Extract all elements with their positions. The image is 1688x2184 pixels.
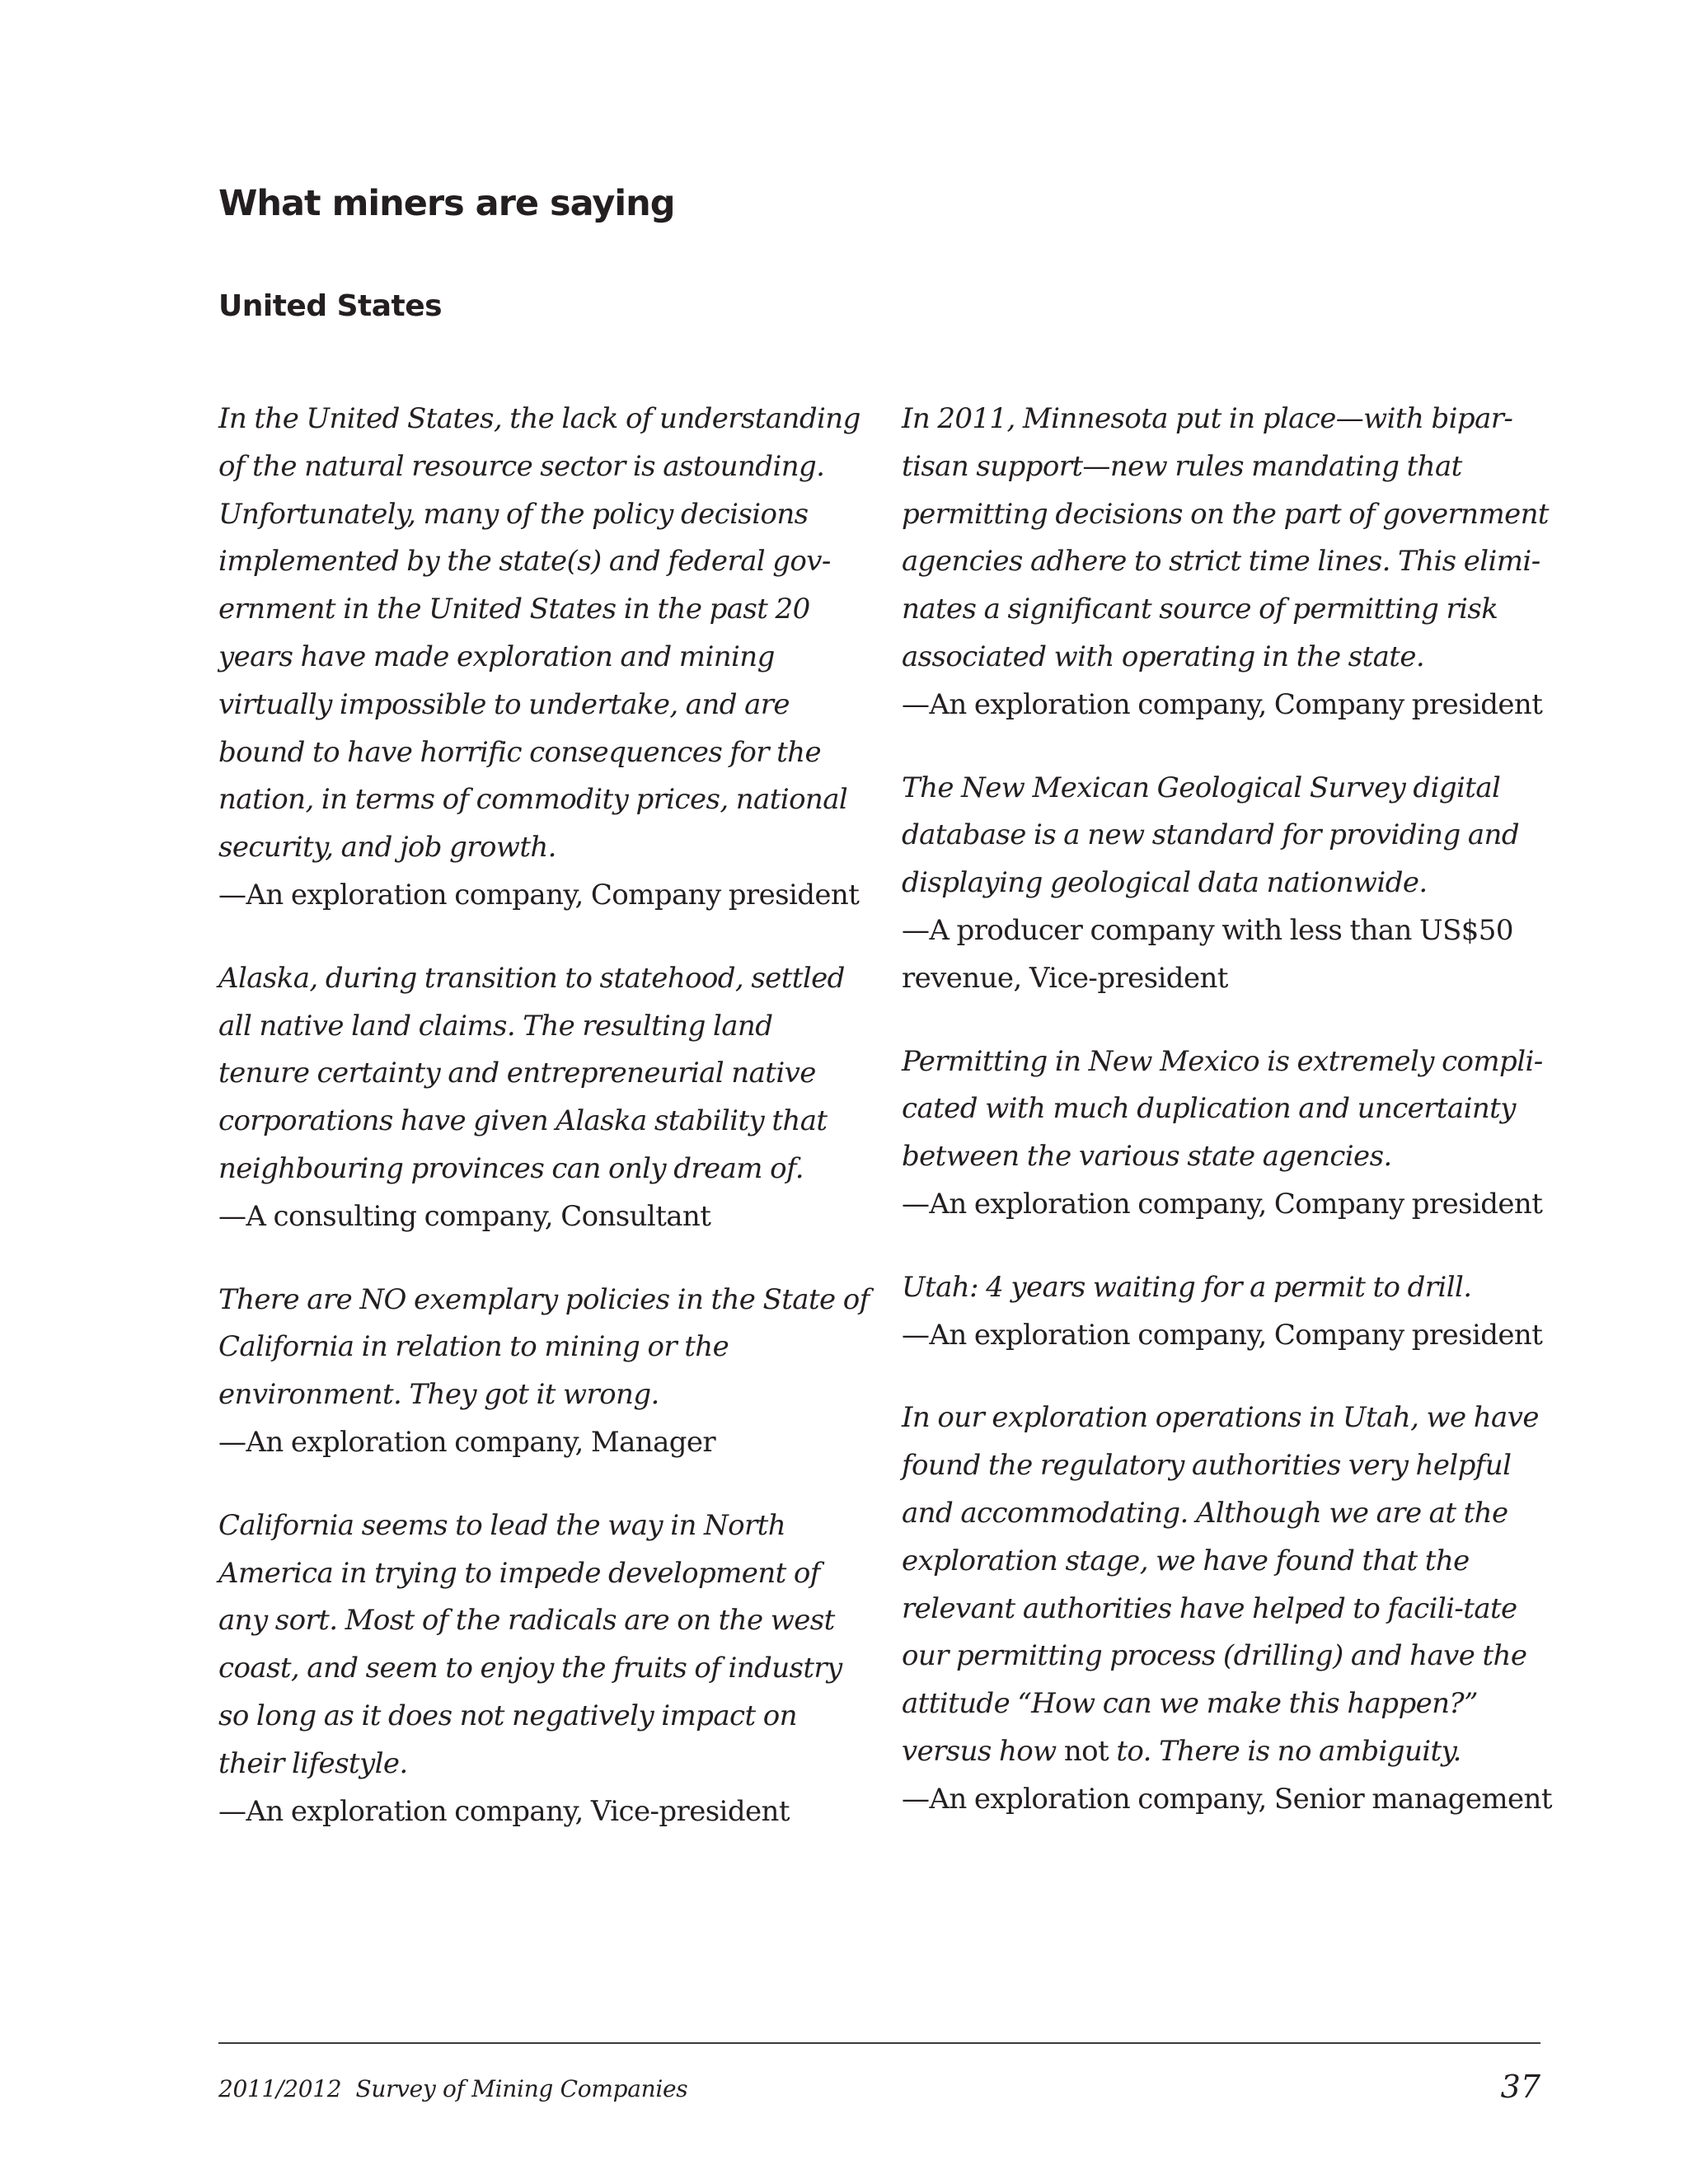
quote-attribution: —An exploration company, Senior management — [902, 1782, 1552, 1816]
left-column — [218, 396, 870, 1871]
quote-attribution: —An exploration company, Company president — [902, 1318, 1543, 1352]
quote-block — [218, 1277, 870, 1467]
quote-attribution: —A consulting company, Consultant — [218, 1199, 711, 1233]
right-column — [902, 396, 1553, 1859]
quote-text-upright: not — [1056, 1734, 1117, 1768]
quote-text: California seems to lead the way in North America in trying to impede development of any sort. Most of the radicals are on the west coast, and seem to enjoy the fruits of industry so long as it does not negatively impact on their lifestyle. — [218, 1508, 842, 1780]
page-number: 37 — [1500, 2069, 1540, 2105]
quote-block — [218, 955, 870, 1241]
section-heading-united-states: United States — [218, 289, 443, 323]
footer-publication: 2011/2012 Survey of Mining Companies — [218, 2075, 688, 2102]
quote-text: Utah: 4 years waiting for a permit to drill. — [902, 1270, 1472, 1304]
quote-attribution: —An exploration company, Company president — [218, 878, 860, 912]
quote-text-after: to. There is no ambiguity. — [1116, 1734, 1461, 1768]
quote-text: In 2011, Minnesota put in place—with bipar-tisan support—new rules mandating that permitting decisions on the part of government agencies adhere to strict time lines. This elimi-nates a significant source of permitting risk associated with operating in the state. — [902, 402, 1549, 673]
quote-attribution: —An exploration company, Company president — [902, 1187, 1543, 1221]
quote-text: Alaska, during transition to statehood, settled all native land claims. The resulting land tenure certainty and entrepreneurial native corporations have given Alaska stability that neighbouring provinces can only dream of. — [218, 961, 845, 1185]
quote-block — [902, 396, 1553, 729]
quote-attribution: —An exploration company, Company president — [902, 687, 1543, 721]
quote-text: In the United States, the lack of understanding of the natural resource sector is astounding. Unfortunately, many of the policy decisions implemented by the state(s) and federal gov-ernment in the United States in the past 20 years have made exploration and mining virtually impossible to undertake, and are bound to have horrific consequences for the nation, in terms of commodity prices, national security, and job growth. — [218, 402, 860, 865]
quote-block — [902, 1264, 1553, 1360]
quote-block — [218, 1502, 870, 1836]
quote-block — [902, 1038, 1553, 1229]
quote-attribution: —An exploration company, Manager — [218, 1425, 716, 1459]
quote-text: Permitting in New Mexico is extremely compli-cated with much duplication and uncertainty between the various state agencies. — [902, 1044, 1543, 1174]
quote-text: There are NO exemplary policies in the State of California in relation to mining or the environment. They got it wrong. — [218, 1282, 870, 1412]
footer-divider — [218, 2042, 1540, 2044]
quote-attribution: —A producer company with less than US$50 revenue, Vice-president — [902, 913, 1513, 995]
quote-text: The New Mexican Geological Survey digital database is a new standard for providing and displaying geological data nationwide. — [902, 771, 1519, 900]
page-title: What miners are saying — [218, 183, 675, 224]
quote-block — [218, 396, 870, 920]
quote-text-before: In our exploration operations in Utah, we have found the regulatory authorities very helpful and accommodating. Although we are at the exploration stage, we have found that the relevant authorities have helped to facili-tate our permitting process (drilling) and have the attitude “How can we make this happen?” versus how — [902, 1401, 1539, 1768]
quote-attribution: —An exploration company, Vice-president — [218, 1794, 790, 1828]
quote-block — [902, 1394, 1553, 1823]
quote-block — [902, 765, 1553, 1003]
